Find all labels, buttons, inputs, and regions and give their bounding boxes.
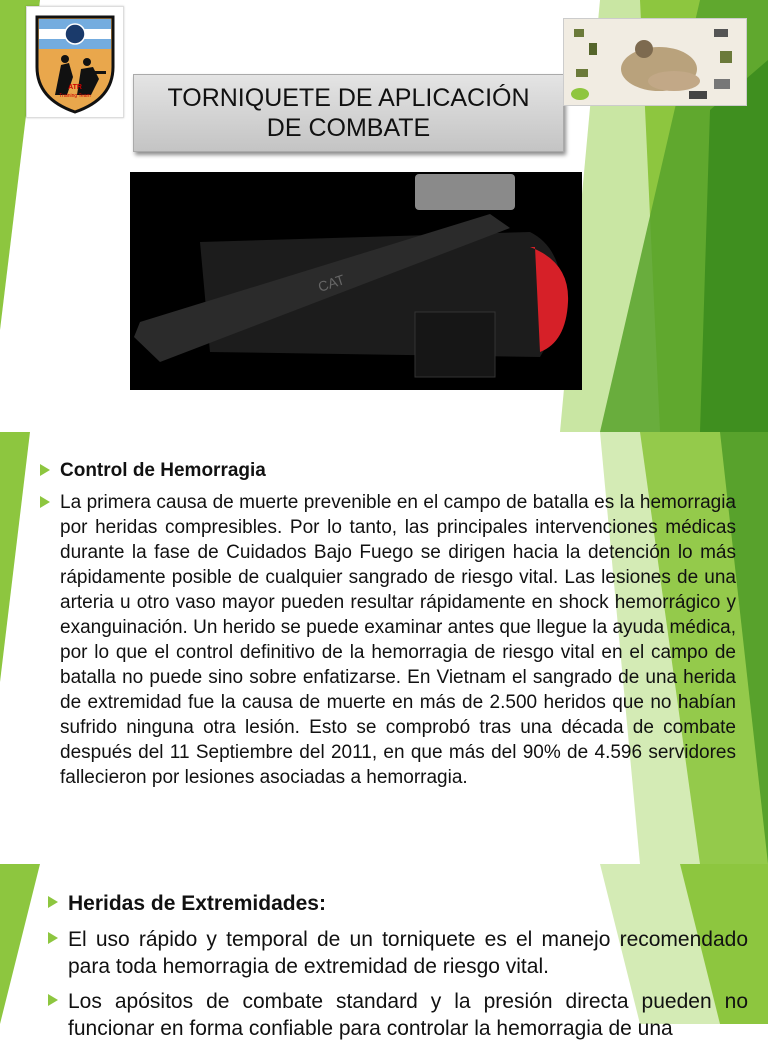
bullet-arrow-icon bbox=[48, 932, 58, 944]
bullet-arrow-icon bbox=[48, 896, 58, 908]
bullet-text: Control de Hemorragia bbox=[60, 460, 266, 481]
slide-3 bbox=[0, 864, 768, 1040]
bullet-item bbox=[48, 926, 748, 980]
slide-2 bbox=[0, 432, 768, 864]
bullet-item bbox=[48, 988, 748, 1042]
bullet-arrow-icon bbox=[48, 994, 58, 1006]
bullet-arrow-icon bbox=[40, 496, 50, 508]
slide-title: TORNIQUETE DE APLICACIÓN DE COMBATE bbox=[133, 74, 564, 152]
bullet-item bbox=[48, 890, 748, 917]
bullet-text: La primera causa de muerte prevenible en el campo de batalla es la hemorragia por heridas compresibles. Por lo tanto, las principales intervenciones médicas durante la fase de Cuidados Bajo Fuego se dirigen hacia la detención lo más rápidamente posible de cualquier sangrado de riesgo vital. Las lesiones de una arteria u otro vaso mayor pueden resultar rápidamente en shock hemorrágico y exanguinación. Un herido se puede examinar antes que llegue la ayuda médica, por lo que el control definitivo de la hemorragia de riesgo vital en el campo de batalla no puede sino sobre enfatizarse. En Vietnam el sangrado de una herida de extremidad fue la causa de muerte en más de 2.500 heridos que no habían sufrido ninguna otra lesión. Esto se comprobó tras una década de combate después del 11 Septiembre del 2011, en que más del 90% de 4.596 servidores fallecieron por lesiones asociadas a hemorragia. bbox=[60, 492, 737, 788]
tourniquet-photo bbox=[130, 172, 582, 390]
atr-logo bbox=[26, 6, 124, 118]
svg-text:Training Team: Training Team bbox=[59, 93, 91, 99]
bullet-text: Heridas de Extremidades: bbox=[68, 892, 326, 915]
bullet-item bbox=[40, 458, 740, 483]
svg-text:ATR: ATR bbox=[68, 84, 82, 91]
bullet-text: El uso rápido y temporal de un torniquete es el manejo recomendado para toda hemorragia de extremidad de riesgo vital. bbox=[68, 928, 748, 978]
svg-text:CAT: CAT bbox=[315, 271, 347, 295]
bullet-item bbox=[40, 490, 736, 790]
bullet-text: Los apósitos de combate standard y la presión directa pueden no funcionar en forma confiable para controlar la hemorragia de una bbox=[68, 990, 748, 1040]
combat-medic-image bbox=[563, 18, 747, 106]
bullet-arrow-icon bbox=[40, 464, 50, 476]
slide-1 bbox=[0, 0, 768, 432]
